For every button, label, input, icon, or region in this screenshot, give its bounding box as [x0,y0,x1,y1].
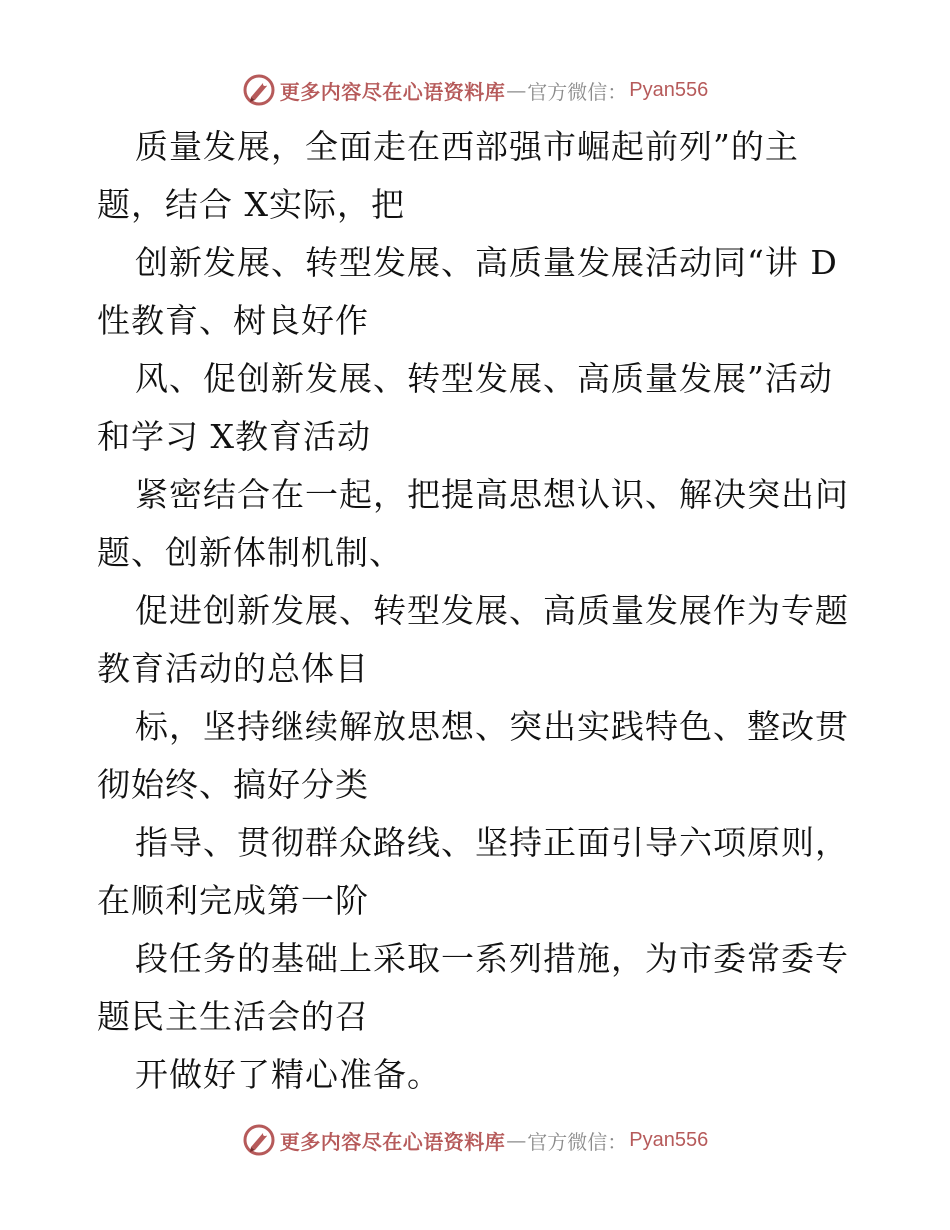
banner-slogan: 更多内容尽在心语资料库 [279,1129,506,1154]
text-line: 题、创新体制机制、 [97,533,403,572]
banner-text [280,76,708,105]
text-line: 彻始终、搞好分类 [97,765,369,804]
document-body [0,118,950,1104]
text-line: 性教育、树良好作 [97,301,369,340]
footer-banner [0,1120,950,1160]
text-line: 题，结合 X实际，把 [97,185,405,224]
text-line: 标，坚持继续解放思想、突出实践特色、整改贯 [135,707,849,746]
banner-wechat-id: Pyan556 [629,78,709,101]
text-line: 段任务的基础上采取一系列措施，为市委常委专 [135,939,849,978]
text-line: 指导、贯彻群众路线、坚持正面引导六项原则， [135,823,849,862]
header-banner [0,70,950,110]
text-line: 教育活动的总体目 [97,649,369,688]
text-line: 题民主生活会的召 [97,997,369,1036]
text-line: 风、促创新发展、转型发展、高质量发展”活动 [135,359,833,398]
text-line: 质量发展，全面走在西部强市崛起前列”的主 [135,127,799,166]
text-line: 在顺利完成第一阶 [97,881,369,920]
banner-official-label: 官方微信： [527,79,628,104]
text-line: 和学习 X教育活动 [97,417,371,456]
text-line: 紧密结合在一起，把提高思想认识、解决突出问 [135,475,849,514]
banner-text [280,1126,708,1155]
text-line: 创新发展、转型发展、高质量发展活动同“讲 D [135,243,838,282]
banner-dash: — [506,1128,527,1152]
text-line: 促进创新发展、转型发展、高质量发展作为专题 [135,591,849,630]
banner-dash: — [506,78,527,102]
pen-logo-icon [242,1123,276,1157]
pen-logo-icon [242,73,276,107]
banner-slogan: 更多内容尽在心语资料库 [279,79,506,104]
banner-wechat-id: Pyan556 [629,1128,709,1151]
text-line: 开做好了精心准备。 [135,1055,441,1094]
banner-official-label: 官方微信： [527,1129,628,1154]
